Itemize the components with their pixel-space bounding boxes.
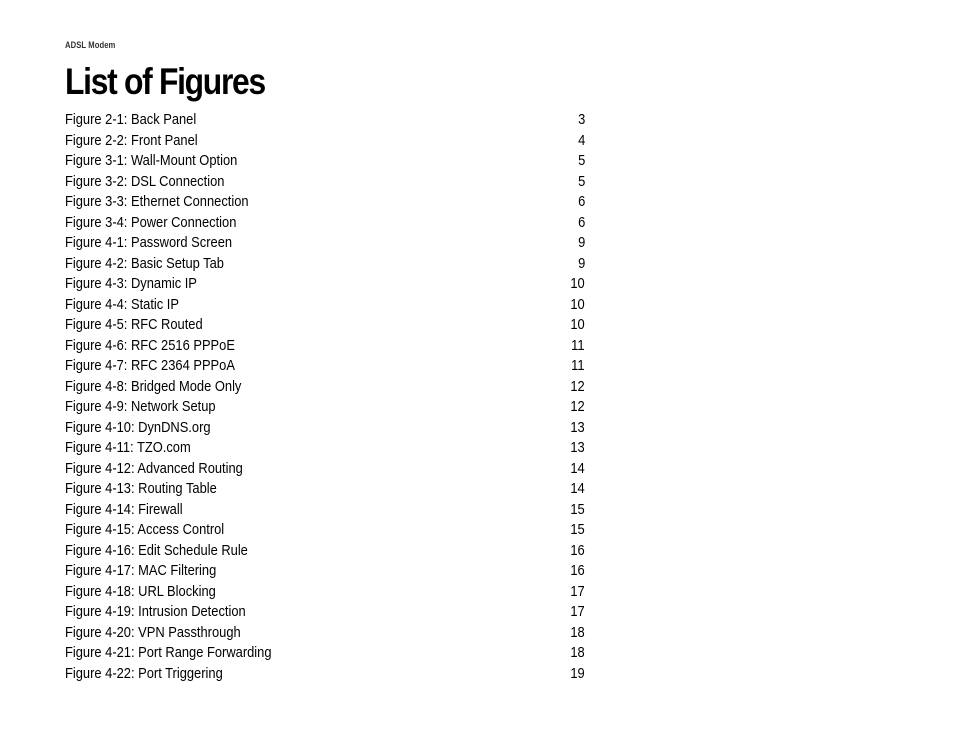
figure-entry-page-number[interactable]: 11 (571, 357, 585, 374)
figure-entry-title[interactable]: Figure 4-4: Static IP (65, 295, 180, 313)
figure-list (65, 110, 587, 684)
figure-entry-page-number[interactable]: 19 (570, 664, 585, 682)
figure-entry[interactable] (65, 151, 587, 172)
figure-entry-title[interactable]: Figure 4-11: TZO.com (65, 439, 191, 456)
figure-entry-title[interactable]: Figure 4-3: Dynamic IP (65, 275, 197, 292)
figure-entry-page-number[interactable]: 10 (570, 275, 585, 292)
figure-entry-page-number[interactable]: 9 (577, 254, 585, 272)
figure-entry-page-number[interactable]: 3 (577, 111, 585, 128)
figure-entry-page-number[interactable]: 16 (570, 541, 585, 559)
figure-entry-page-number[interactable]: 13 (570, 439, 585, 456)
figure-entry-title[interactable]: Figure 4-18: URL Blocking (65, 582, 216, 600)
figure-entry-title[interactable]: Figure 2-2: Front Panel (65, 131, 198, 149)
figure-entry-title[interactable]: Figure 4-16: Edit Schedule Rule (65, 541, 248, 559)
figure-entry[interactable] (65, 295, 587, 316)
figure-entry[interactable] (65, 131, 587, 152)
figure-entry-page-number[interactable]: 15 (570, 500, 585, 518)
figure-entry-title[interactable]: Figure 3-4: Power Connection (65, 213, 237, 231)
figure-entry-title[interactable]: Figure 4-2: Basic Setup Tab (65, 254, 224, 272)
figure-entry[interactable] (65, 356, 587, 377)
figure-entry[interactable] (65, 377, 587, 398)
figure-entry-title[interactable]: Figure 4-13: Routing Table (65, 480, 217, 497)
figure-entry[interactable] (65, 643, 587, 664)
figure-entry[interactable] (65, 520, 587, 541)
figure-entry[interactable] (65, 459, 587, 480)
figure-entry-page-number[interactable]: 14 (570, 480, 585, 497)
figure-entry[interactable] (65, 500, 587, 521)
figure-entry[interactable] (65, 479, 587, 500)
figure-entry[interactable] (65, 254, 587, 275)
figure-entry[interactable] (65, 233, 587, 254)
figure-entry-page-number[interactable]: 17 (570, 582, 585, 600)
figure-entry[interactable] (65, 336, 587, 357)
figure-entry-page-number[interactable]: 12 (570, 377, 585, 395)
figure-entry-page-number[interactable]: 18 (570, 623, 585, 641)
figure-entry-page-number[interactable]: 9 (577, 234, 585, 251)
figure-entry-title[interactable]: Figure 3-1: Wall-Mount Option (65, 152, 238, 169)
figure-entry-page-number[interactable]: 14 (570, 459, 585, 477)
figure-entry-title[interactable]: Figure 4-14: Firewall (65, 500, 183, 518)
figure-entry[interactable] (65, 110, 587, 131)
figure-entry[interactable] (65, 172, 587, 193)
figure-entry[interactable] (65, 541, 587, 562)
figure-entry-page-number[interactable]: 17 (570, 603, 585, 620)
figure-entry-page-number[interactable]: 10 (570, 316, 585, 333)
figure-entry-title[interactable]: Figure 4-19: Intrusion Detection (65, 603, 246, 620)
figure-entry-page-number[interactable]: 15 (570, 521, 585, 538)
figure-entry-page-number[interactable]: 16 (570, 562, 585, 579)
figure-entry-title[interactable]: Figure 4-20: VPN Passthrough (65, 623, 241, 641)
figure-entry[interactable] (65, 664, 587, 685)
figure-entry-page-number[interactable]: 13 (570, 418, 585, 436)
figure-entry-title[interactable]: Figure 2-1: Back Panel (65, 111, 197, 128)
figure-entry[interactable] (65, 561, 587, 582)
figure-entry[interactable] (65, 274, 587, 295)
figure-entry-title[interactable]: Figure 4-8: Bridged Mode Only (65, 377, 242, 395)
figure-entry[interactable] (65, 397, 587, 418)
figure-entry-title[interactable]: Figure 4-7: RFC 2364 PPPoA (65, 357, 235, 374)
figure-entry[interactable] (65, 602, 587, 623)
figure-entry-title[interactable]: Figure 3-2: DSL Connection (65, 172, 225, 190)
figure-entry[interactable] (65, 213, 587, 234)
figure-entry-title[interactable]: Figure 4-17: MAC Filtering (65, 562, 217, 579)
figure-entry-title[interactable]: Figure 4-5: RFC Routed (65, 316, 203, 333)
figure-entry-page-number[interactable]: 11 (571, 336, 585, 354)
figure-entry-page-number[interactable]: 6 (577, 213, 585, 231)
figure-entry-title[interactable]: Figure 4-10: DynDNS.org (65, 418, 211, 436)
figure-entry-title[interactable]: Figure 4-12: Advanced Routing (65, 459, 243, 477)
figure-entry[interactable] (65, 315, 587, 336)
figure-entry-title[interactable]: Figure 4-22: Port Triggering (65, 664, 223, 682)
page-title: List of Figures (65, 61, 265, 102)
figure-entry-page-number[interactable]: 12 (570, 398, 585, 415)
figure-entry-title[interactable]: Figure 4-1: Password Screen (65, 234, 233, 251)
figure-entry-page-number[interactable]: 6 (577, 193, 585, 210)
figure-entry-page-number[interactable]: 4 (577, 131, 585, 149)
figure-entry[interactable] (65, 418, 587, 439)
figure-entry[interactable] (65, 582, 587, 603)
figure-entry-title[interactable]: Figure 3-3: Ethernet Connection (65, 193, 249, 210)
running-header: ADSL Modem (65, 40, 116, 50)
figure-entry[interactable] (65, 438, 587, 459)
figure-entry[interactable] (65, 192, 587, 213)
figure-entry-page-number[interactable]: 5 (577, 152, 585, 169)
figure-entry[interactable] (65, 623, 587, 644)
figure-entry-title[interactable]: Figure 4-6: RFC 2516 PPPoE (65, 336, 235, 354)
figure-entry-page-number[interactable]: 10 (570, 295, 585, 313)
figure-entry-title[interactable]: Figure 4-21: Port Range Forwarding (65, 644, 272, 661)
figure-entry-title[interactable]: Figure 4-15: Access Control (65, 521, 225, 538)
figure-entry-page-number[interactable]: 5 (577, 172, 585, 190)
figure-entry-title[interactable]: Figure 4-9: Network Setup (65, 398, 216, 415)
figure-entry-page-number[interactable]: 18 (570, 644, 585, 661)
